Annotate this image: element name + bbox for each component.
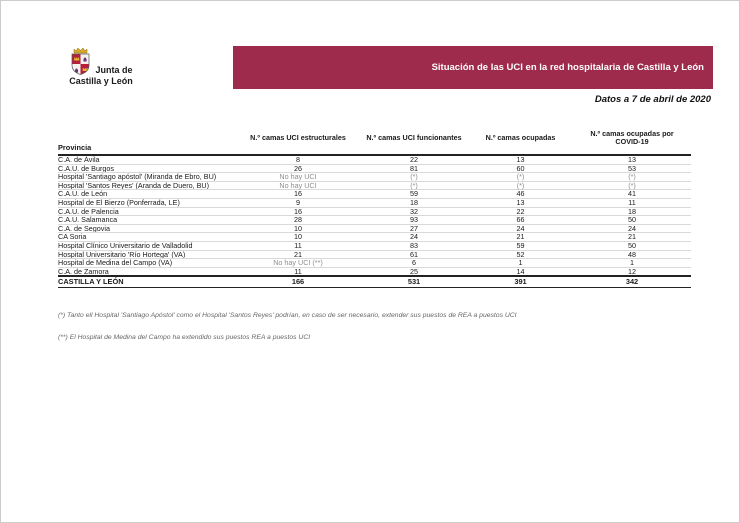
value-cell: 13	[468, 198, 573, 207]
logo-text-line1: Junta de	[95, 65, 133, 75]
value-cell: 83	[360, 241, 468, 250]
column-header-provincia: Provincia	[58, 142, 92, 152]
provincia-cell: C.A.U. Salamanca	[58, 216, 236, 225]
provincia-cell: Hospital 'Santiago apóstol' (Miranda de Ebro, BU)	[58, 173, 236, 182]
value-cell: (*)	[360, 181, 468, 190]
value-cell: 21	[236, 250, 360, 259]
value-cell: 18	[573, 207, 691, 216]
value-cell: 18	[360, 198, 468, 207]
provincia-cell: C.A.U. de León	[58, 190, 236, 199]
uci-table-container	[58, 122, 691, 288]
table-row	[58, 198, 691, 207]
value-cell: 24	[573, 224, 691, 233]
table-row	[58, 155, 691, 164]
table-row	[58, 181, 691, 190]
title-banner	[233, 46, 713, 89]
column-header-funcionantes: N.º camas UCI funcionantes	[366, 132, 462, 142]
value-cell: (*)	[573, 181, 691, 190]
total-funcionantes: 531	[360, 276, 468, 288]
provincia-cell: Hospital Universitario 'Río Hortega' (VA)	[58, 250, 236, 259]
value-cell: 16	[236, 207, 360, 216]
table-row	[58, 173, 691, 182]
value-cell: 11	[236, 267, 360, 276]
value-cell: 11	[573, 198, 691, 207]
table-row	[58, 250, 691, 259]
column-header-covid: N.º camas ocupadas por COVID-19	[590, 128, 674, 146]
value-cell: 60	[468, 164, 573, 173]
table-row	[58, 207, 691, 216]
footnote-asterisk: (*) Tanto ell Hospital 'Santiago Apóstol' como el Hospital 'Santos Reyes' podrían, en caso de ser necesario, extender sus puestos de REA a puestos UCI	[58, 312, 517, 319]
value-cell: 9	[236, 198, 360, 207]
table-row	[58, 233, 691, 242]
provincia-cell: C.A. de Ávila	[58, 155, 236, 164]
value-cell: 66	[468, 216, 573, 225]
page-title: Situación de las UCI en la red hospitalaria de Castilla y León	[431, 62, 704, 73]
value-cell: 10	[236, 224, 360, 233]
table-row	[58, 224, 691, 233]
value-cell: No hay UCI (**)	[236, 259, 360, 268]
column-header-ocupadas: N.º camas ocupadas	[485, 132, 556, 142]
value-cell: (*)	[360, 173, 468, 182]
table-row	[58, 267, 691, 276]
footnote-double-asterisk: (**) El Hospital de Medina del Campo ha extendido sus puestos REA a puestos UCI	[58, 334, 311, 341]
total-label: CASTILLA Y LEÓN	[58, 276, 236, 288]
value-cell: 32	[360, 207, 468, 216]
total-covid: 342	[573, 276, 691, 288]
value-cell: 41	[573, 190, 691, 199]
junta-castilla-leon-logo	[56, 46, 146, 86]
value-cell: 25	[360, 267, 468, 276]
value-cell: 13	[573, 155, 691, 164]
value-cell: 22	[360, 155, 468, 164]
uci-beds-table	[58, 122, 691, 288]
value-cell: 24	[468, 224, 573, 233]
value-cell: 26	[236, 164, 360, 173]
value-cell: 50	[573, 241, 691, 250]
value-cell: 24	[360, 233, 468, 242]
column-header-estructurales: N.º camas UCI estructurales	[250, 132, 346, 142]
value-cell: 21	[468, 233, 573, 242]
total-estructurales: 166	[236, 276, 360, 288]
value-cell: 52	[468, 250, 573, 259]
provincia-cell: C.A.U. de Palencia	[58, 207, 236, 216]
value-cell: No hay UCI	[236, 173, 360, 182]
value-cell: 21	[573, 233, 691, 242]
coat-of-arms-icon	[69, 46, 92, 76]
provincia-cell: Hospital de Medina del Campo (VA)	[58, 259, 236, 268]
data-date-line: Datos a 7 de abril de 2020	[594, 94, 711, 105]
value-cell: 93	[360, 216, 468, 225]
provincia-cell: Hospital Clínico Universitario de Valladolid	[58, 241, 236, 250]
provincia-cell: C.A.U. de Burgos	[58, 164, 236, 173]
value-cell: 12	[573, 267, 691, 276]
provincia-cell: CA Soria	[58, 233, 236, 242]
value-cell: 1	[573, 259, 691, 268]
provincia-cell: C.A. de Segovia	[58, 224, 236, 233]
value-cell: (*)	[573, 173, 691, 182]
table-row	[58, 164, 691, 173]
table-row	[58, 190, 691, 199]
provincia-cell: C.A. de Zamora	[58, 267, 236, 276]
value-cell: 53	[573, 164, 691, 173]
value-cell: 27	[360, 224, 468, 233]
value-cell: 28	[236, 216, 360, 225]
value-cell: 50	[573, 216, 691, 225]
table-footer	[58, 276, 691, 288]
table-body	[58, 155, 691, 276]
value-cell: No hay UCI	[236, 181, 360, 190]
value-cell: 81	[360, 164, 468, 173]
value-cell: 59	[468, 241, 573, 250]
provincia-cell: Hospital de El Bierzo (Ponferrada, LE)	[58, 198, 236, 207]
value-cell: 46	[468, 190, 573, 199]
table-row	[58, 216, 691, 225]
total-row	[58, 276, 691, 288]
value-cell: (*)	[468, 181, 573, 190]
table-row	[58, 241, 691, 250]
value-cell: 1	[468, 259, 573, 268]
provincia-cell: Hospital 'Santos Reyes' (Aranda de Duero, BU)	[58, 181, 236, 190]
table-header	[58, 122, 691, 155]
value-cell: 13	[468, 155, 573, 164]
value-cell: 14	[468, 267, 573, 276]
value-cell: 16	[236, 190, 360, 199]
value-cell: 8	[236, 155, 360, 164]
value-cell: 11	[236, 241, 360, 250]
total-ocupadas: 391	[468, 276, 573, 288]
table-row	[58, 259, 691, 268]
value-cell: 48	[573, 250, 691, 259]
value-cell: (*)	[468, 173, 573, 182]
value-cell: 6	[360, 259, 468, 268]
value-cell: 61	[360, 250, 468, 259]
value-cell: 10	[236, 233, 360, 242]
value-cell: 59	[360, 190, 468, 199]
value-cell: 22	[468, 207, 573, 216]
logo-text-line2: Castilla y León	[69, 76, 133, 86]
logo-top-row	[69, 46, 132, 76]
